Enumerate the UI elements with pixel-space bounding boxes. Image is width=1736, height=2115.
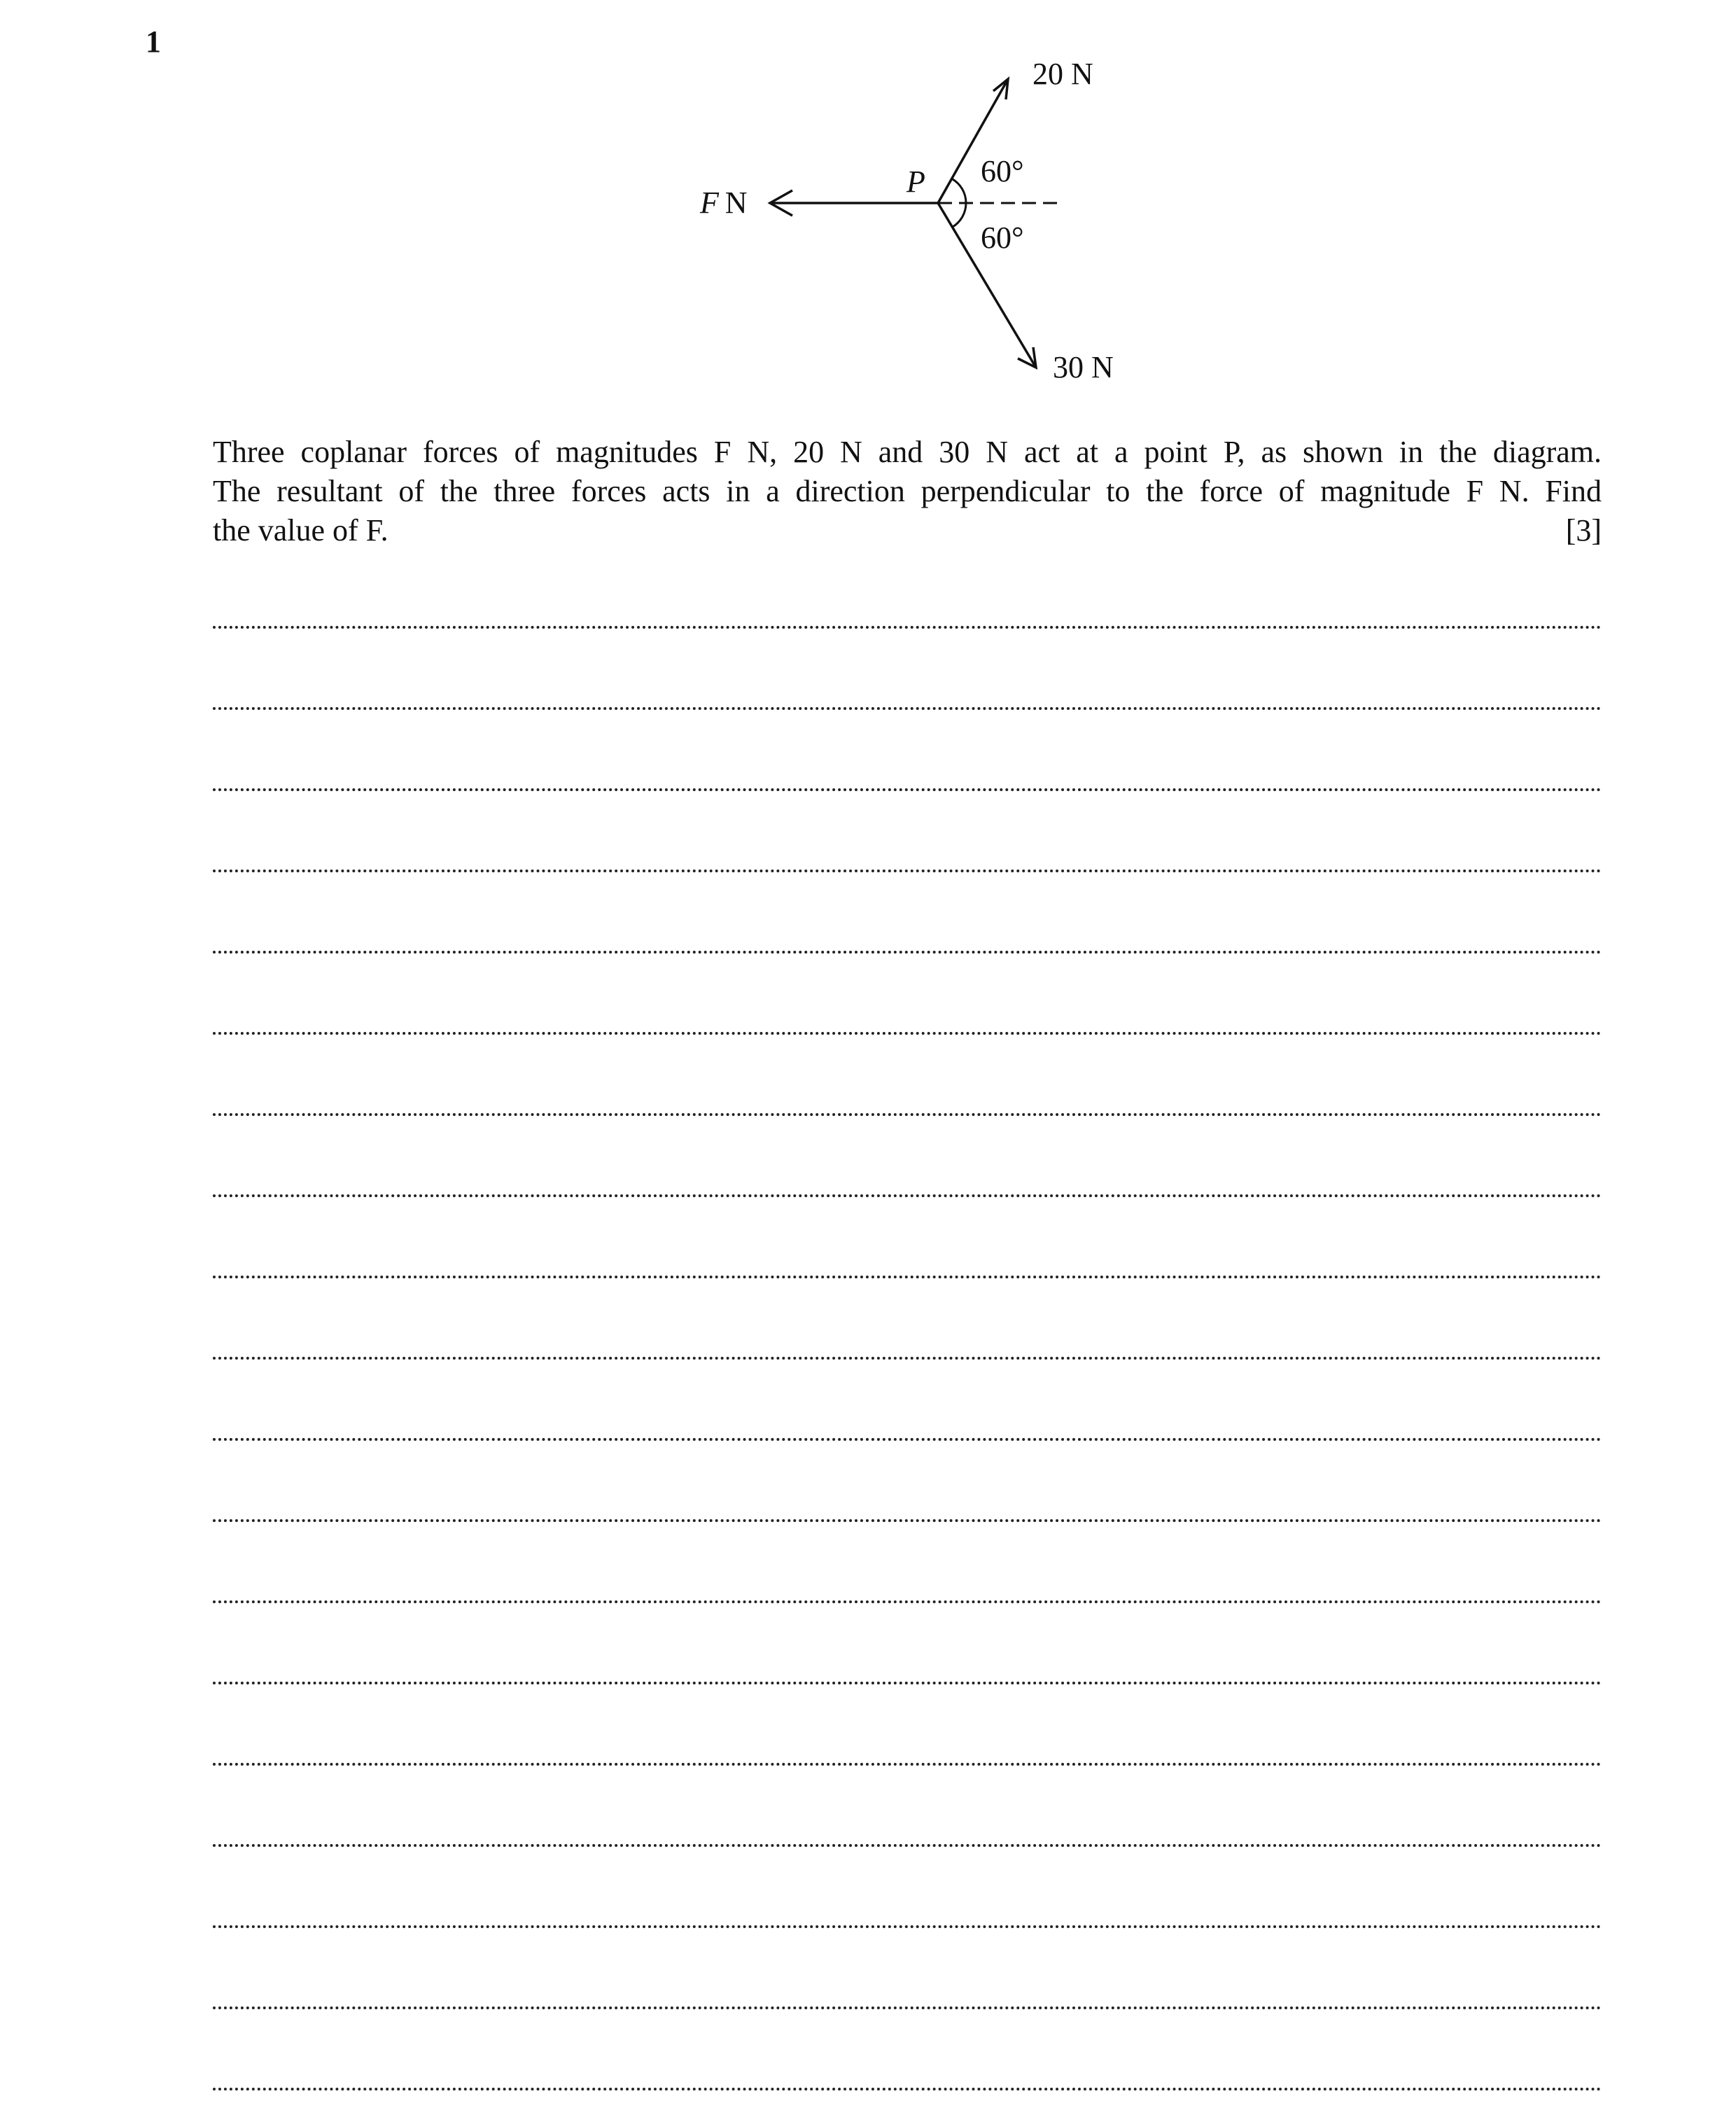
answer-line[interactable] <box>213 1766 1602 1847</box>
point-label-text: P <box>906 165 925 199</box>
answer-line[interactable] <box>213 1116 1602 1197</box>
answer-line[interactable] <box>213 1035 1602 1116</box>
answer-line[interactable] <box>213 1197 1602 1278</box>
force-left-symbol: F <box>700 186 719 220</box>
answer-line[interactable] <box>213 1522 1602 1603</box>
answer-line[interactable] <box>213 2009 1602 2090</box>
answer-line[interactable] <box>213 954 1602 1035</box>
question-last-line <box>213 511 1602 550</box>
force-diagram <box>672 49 1162 399</box>
answer-line[interactable] <box>213 710 1602 791</box>
point-label <box>906 167 925 197</box>
angle-arc-upper <box>952 179 966 203</box>
angle-lower-label: 60° <box>981 221 1024 255</box>
angle-upper-label: 60° <box>981 154 1024 188</box>
answer-line[interactable] <box>213 1684 1602 1766</box>
force-up-label: 20 N <box>1032 57 1093 91</box>
force-diagram-svg <box>672 49 1162 399</box>
force-20-arrowhead <box>993 79 1008 99</box>
answer-line[interactable] <box>213 1360 1602 1441</box>
force-left-unit-spacer <box>719 186 725 220</box>
force-left-label <box>700 188 747 218</box>
answer-line[interactable] <box>213 629 1602 710</box>
marks-label: [3] <box>1565 513 1602 547</box>
question-number: 1 <box>146 25 161 59</box>
answer-line[interactable] <box>213 1441 1602 1522</box>
force-down-label: 30 N <box>1053 350 1114 384</box>
force-left-unit: N <box>724 186 748 220</box>
answer-line[interactable] <box>213 1278 1602 1360</box>
answer-line[interactable] <box>213 1928 1602 2009</box>
question-text <box>213 433 1602 550</box>
question-line-1: Three coplanar forces of magnitudes F N, 20 N and 30 N act at a point P, as shown in the diagram. <box>213 435 1602 469</box>
answer-line[interactable] <box>213 1847 1602 1928</box>
answer-line[interactable] <box>213 872 1602 954</box>
answer-line[interactable] <box>213 791 1602 872</box>
question-line-3: the value of F. <box>213 513 388 547</box>
answer-lines <box>213 626 1602 2090</box>
question-line-2: The resultant of the three forces acts in a direction perpendicular to the force of magnitude F N. Find <box>213 474 1602 508</box>
angle-arc-lower <box>952 203 966 228</box>
answer-line[interactable] <box>213 1603 1602 1684</box>
